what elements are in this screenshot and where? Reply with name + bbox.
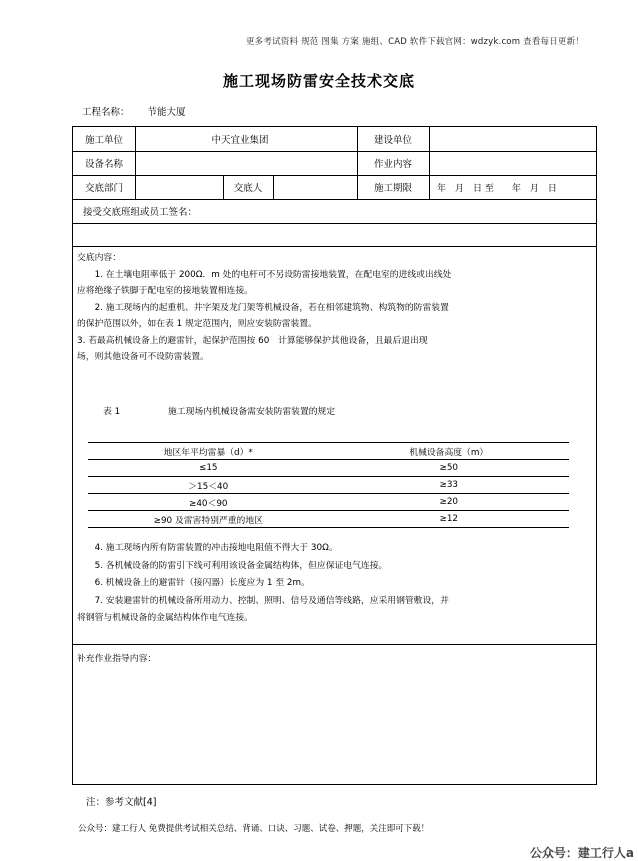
dept-label: 交底部门	[84, 183, 123, 194]
table-caption: 施工现场内机械设备需安装防雷装置的规定	[168, 407, 336, 417]
supplement-label: 补充作业指导内容：	[77, 654, 157, 664]
construction-unit-value: 中天宜业集团	[211, 135, 269, 146]
lightning-protection-table	[88, 442, 569, 528]
table-row	[88, 460, 569, 477]
table-cell: ≥90 及雷害特别严重的地区	[153, 515, 263, 526]
content-paragraph: 应将绝缘子铁脚于配电室的接地装置相连接。	[77, 286, 253, 296]
construction-unit-label: 施工单位	[84, 135, 123, 146]
table-header: 地区年平均雷暴（d）*	[163, 447, 253, 458]
content-paragraph: 将钢管与机械设备的金属结构体作电气连接。	[77, 613, 253, 623]
content-paragraph: 4. 施工现场内所有防雷装置的冲击接地电阻值不得大于 30Ω。	[77, 543, 338, 553]
table-row	[88, 494, 569, 511]
signature-label: 接受交底班组或员工签名：	[83, 207, 198, 218]
content-paragraph: 7. 安装避雷针的机械设备所用动力、控制、照明、信号及通信等线路，应采用钢管敷设，并	[77, 595, 449, 606]
content-paragraph: 2. 施工现场内的起重机、井字架及龙门架等机械设备，若在相邻建筑物、构筑物的防雷装置	[77, 302, 449, 313]
content-paragraph: 6. 机械设备上的避雷针（接闪器）长度应为 1 至 2m。	[77, 578, 310, 588]
watermark: 公众号：建工行人a	[529, 846, 634, 860]
table-cell: ≥40＜90	[188, 498, 228, 509]
equipment-label: 设备名称	[84, 159, 123, 170]
form-row-blank	[73, 223, 596, 247]
table-caption-number: 表 1	[103, 407, 121, 417]
table-cell: ≤15	[198, 463, 218, 473]
work-label: 作业内容	[373, 159, 412, 170]
period-value: 年 月 日 至 年 月 日	[437, 183, 557, 194]
person-value	[273, 175, 357, 199]
table-cell: ≥20	[439, 497, 459, 507]
table-row	[88, 511, 569, 527]
page-title: 施工现场防雷安全技术交底	[222, 72, 415, 90]
header-note: 更多考试资料 规范 图集 方案 施组、CAD 软件下载官网：wdzyk.com 查看每日更新！	[245, 37, 584, 47]
table-header-row	[88, 443, 569, 460]
period-label: 施工期限	[373, 183, 412, 194]
project-label: 工程名称：	[82, 107, 130, 118]
form-row-units	[73, 127, 596, 152]
equipment-value	[135, 151, 357, 175]
table-cell: ＞15＜40	[188, 481, 229, 492]
content-heading: 交底内容：	[77, 253, 121, 263]
table-header: 机械设备高度（m）	[409, 447, 489, 458]
table-cell: ≥12	[439, 514, 459, 524]
table-cell: ≥50	[439, 463, 459, 473]
content-paragraph: 5. 各机械设备的防雷引下线可利用该设备金属结构体，但应保证电气连接。	[77, 560, 388, 571]
work-value	[429, 151, 596, 175]
content-paragraph: 1. 在土壤电阻率低于 200Ω．m 处的电杆可不另设防雷接地装置，在配电室的进线或出线处	[77, 269, 452, 280]
content-text-continued	[77, 540, 592, 628]
project-value: 节能大厦	[147, 107, 186, 118]
reference-note: 注：参考文献[4]	[86, 797, 157, 808]
table-cell: ≥33	[439, 480, 459, 490]
content-paragraph: 3. 若最高机械设备上的避雷针，起保护范围按 60 计算能够保护其他设备，且最后退出现	[77, 335, 428, 346]
content-paragraph: 的保护范围以外，如在表 1 规定范围内，则应安装防雷装置。	[77, 319, 317, 329]
content-text	[77, 250, 592, 366]
form-row-signature	[73, 199, 596, 224]
dept-value	[135, 175, 223, 199]
content-section	[73, 246, 596, 645]
builder-unit-label: 建设单位	[373, 135, 412, 146]
public-account-note: 公众号：建工行人 免费提供考试相关总结、背诵、口诀、习题、试卷、押题，关注即可下载！	[78, 824, 430, 834]
content-paragraph: 场，则其他设备可不设防雷装置。	[77, 352, 209, 362]
table-row	[88, 477, 569, 494]
builder-unit-value	[429, 127, 596, 151]
disclosure-form	[72, 126, 597, 785]
form-row-equipment	[73, 151, 596, 176]
form-row-disclosure	[73, 175, 596, 200]
project-line	[82, 104, 186, 118]
person-label: 交底人	[233, 183, 263, 194]
